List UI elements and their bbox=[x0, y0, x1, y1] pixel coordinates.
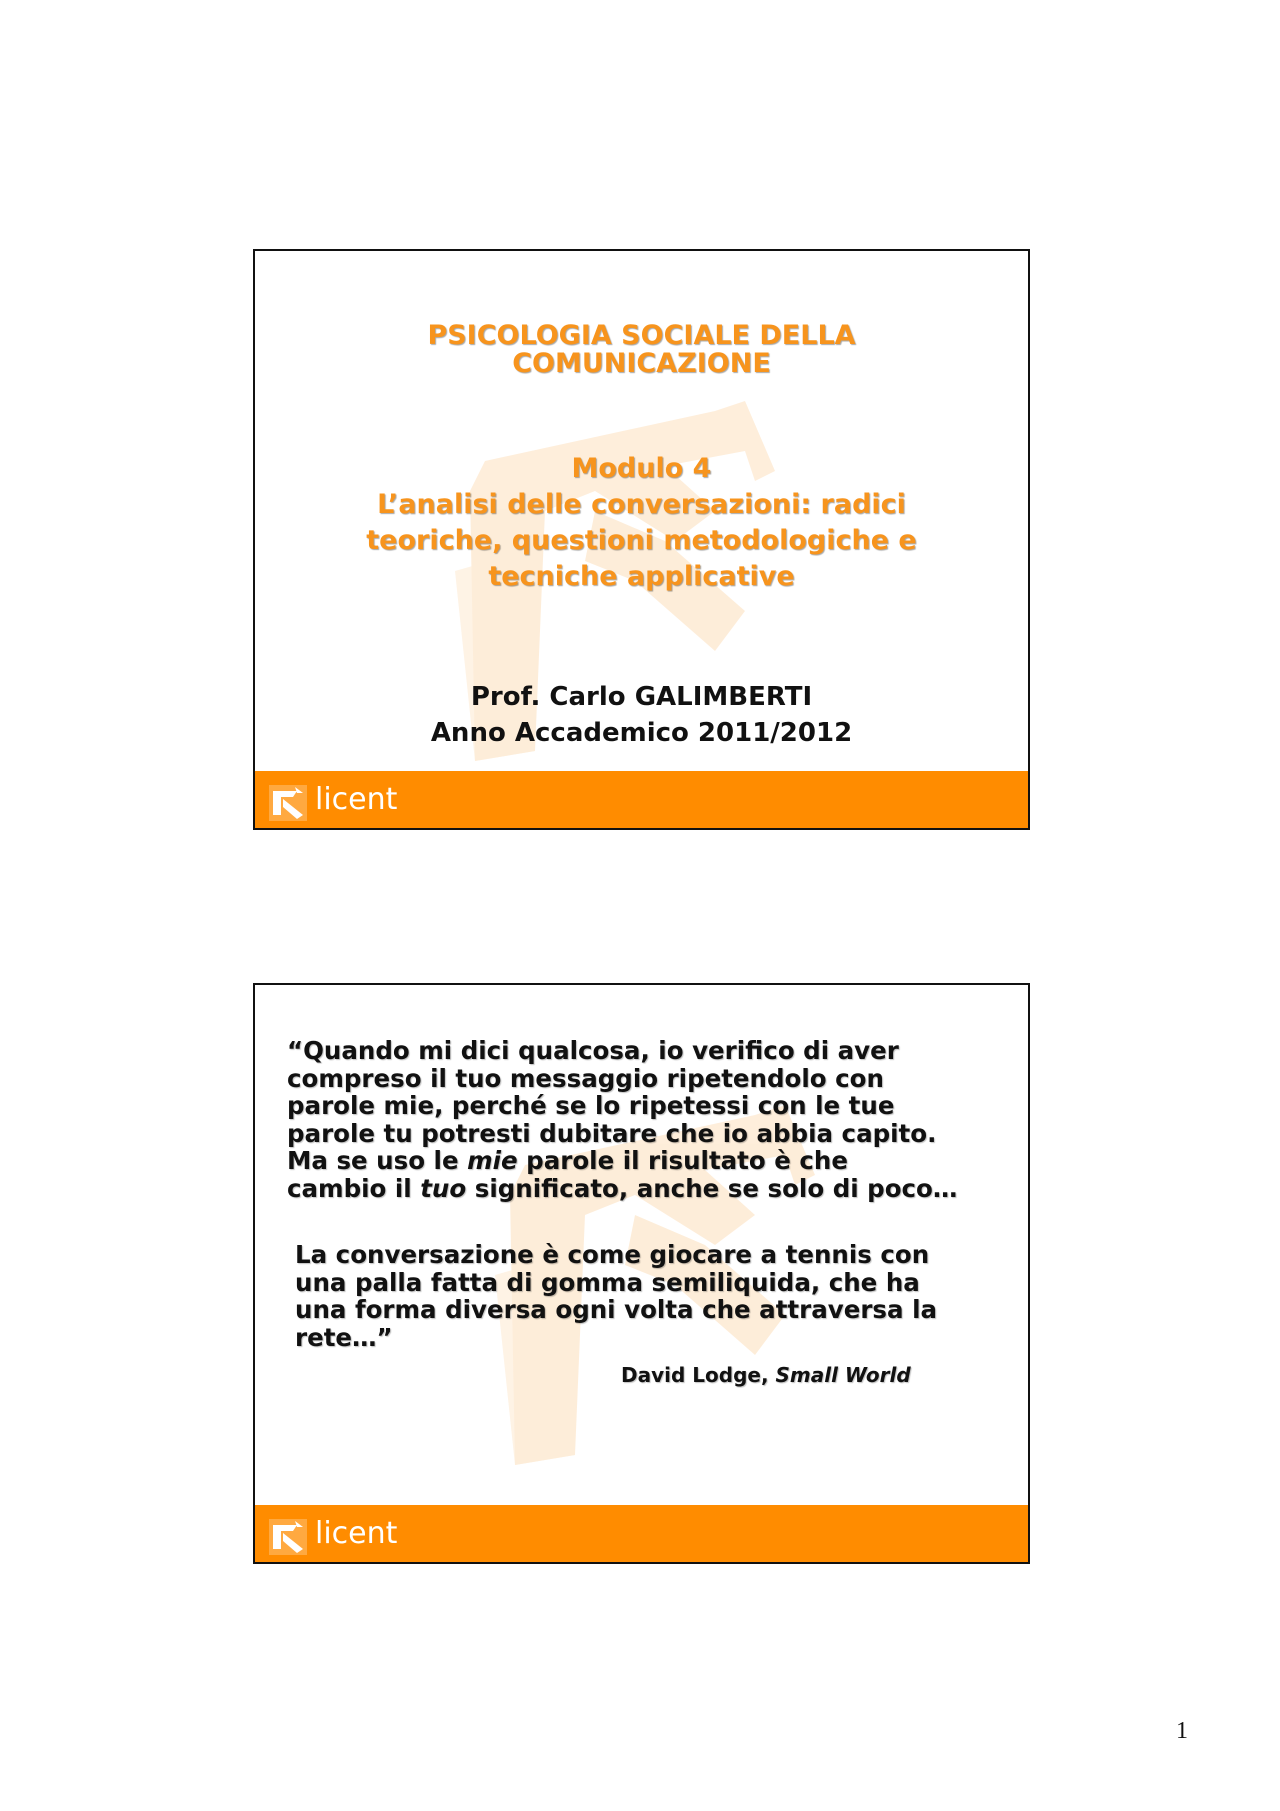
quote-line-6 bbox=[287, 1175, 957, 1203]
quote-line-4: parole tu potresti dubitare che io abbia capito. bbox=[287, 1118, 937, 1148]
page-number: 1 bbox=[1176, 1718, 1188, 1744]
quote-line-5 bbox=[287, 1147, 848, 1175]
tennis-line-1: La conversazione è come giocare a tennis con bbox=[295, 1240, 930, 1269]
book-title: Small World bbox=[775, 1363, 911, 1387]
author-name: David Lodge, bbox=[621, 1363, 776, 1387]
quote-line-5-start: Ma se uso le bbox=[287, 1146, 468, 1175]
quote-emphasis-tuo: tuo bbox=[420, 1173, 467, 1203]
quote-attribution bbox=[621, 1363, 911, 1387]
quote-line-1: “Quando mi dici qualcosa, io verifico di aver bbox=[287, 1036, 899, 1065]
slide-title-line-2: COMUNICAZIONE bbox=[512, 348, 771, 379]
tennis-line-2: una palla fatta di gomma semiliquida, che ha bbox=[295, 1267, 920, 1297]
footer-brand-text: licent bbox=[315, 1516, 398, 1551]
professor-name: Prof. Carlo GALIMBERTI bbox=[470, 682, 813, 712]
quote-line-5-end: parole il risultato è che bbox=[517, 1146, 848, 1175]
module-subtitle-line-2: teoriche, questioni metodologiche e bbox=[366, 525, 917, 556]
module-heading: Modulo 4 bbox=[571, 453, 712, 484]
slide-1 bbox=[253, 249, 1030, 830]
footer-brand-text: licent bbox=[315, 782, 398, 817]
quote-line-2: compreso il tuo messaggio ripetendolo con bbox=[287, 1063, 884, 1093]
quote-line-3: parole mie, perché se lo ripetessi con le tue bbox=[287, 1091, 895, 1120]
slide-title-line-1: PSICOLOGIA SOCIALE DELLA bbox=[427, 320, 856, 351]
academic-year: Anno Accademico 2011/2012 bbox=[430, 718, 853, 748]
licent-logo-icon bbox=[269, 785, 307, 821]
quote-line-6-start: cambio il bbox=[287, 1173, 421, 1203]
slide-2 bbox=[253, 983, 1030, 1564]
module-subtitle-line-3: tecniche applicative bbox=[488, 561, 795, 592]
slide-footer bbox=[255, 771, 1028, 828]
slide-footer bbox=[255, 1505, 1028, 1562]
tennis-line-4: rete…” bbox=[295, 1322, 393, 1352]
licent-logo-icon bbox=[269, 1519, 307, 1555]
module-subtitle-line-1: L’analisi delle conversazioni: radici bbox=[377, 489, 906, 520]
tennis-line-3: una forma diversa ogni volta che attraversa la bbox=[295, 1295, 938, 1324]
quote-line-6-end: significato, anche se solo di poco… bbox=[466, 1173, 958, 1203]
quote-emphasis-mie: mie bbox=[467, 1146, 518, 1175]
